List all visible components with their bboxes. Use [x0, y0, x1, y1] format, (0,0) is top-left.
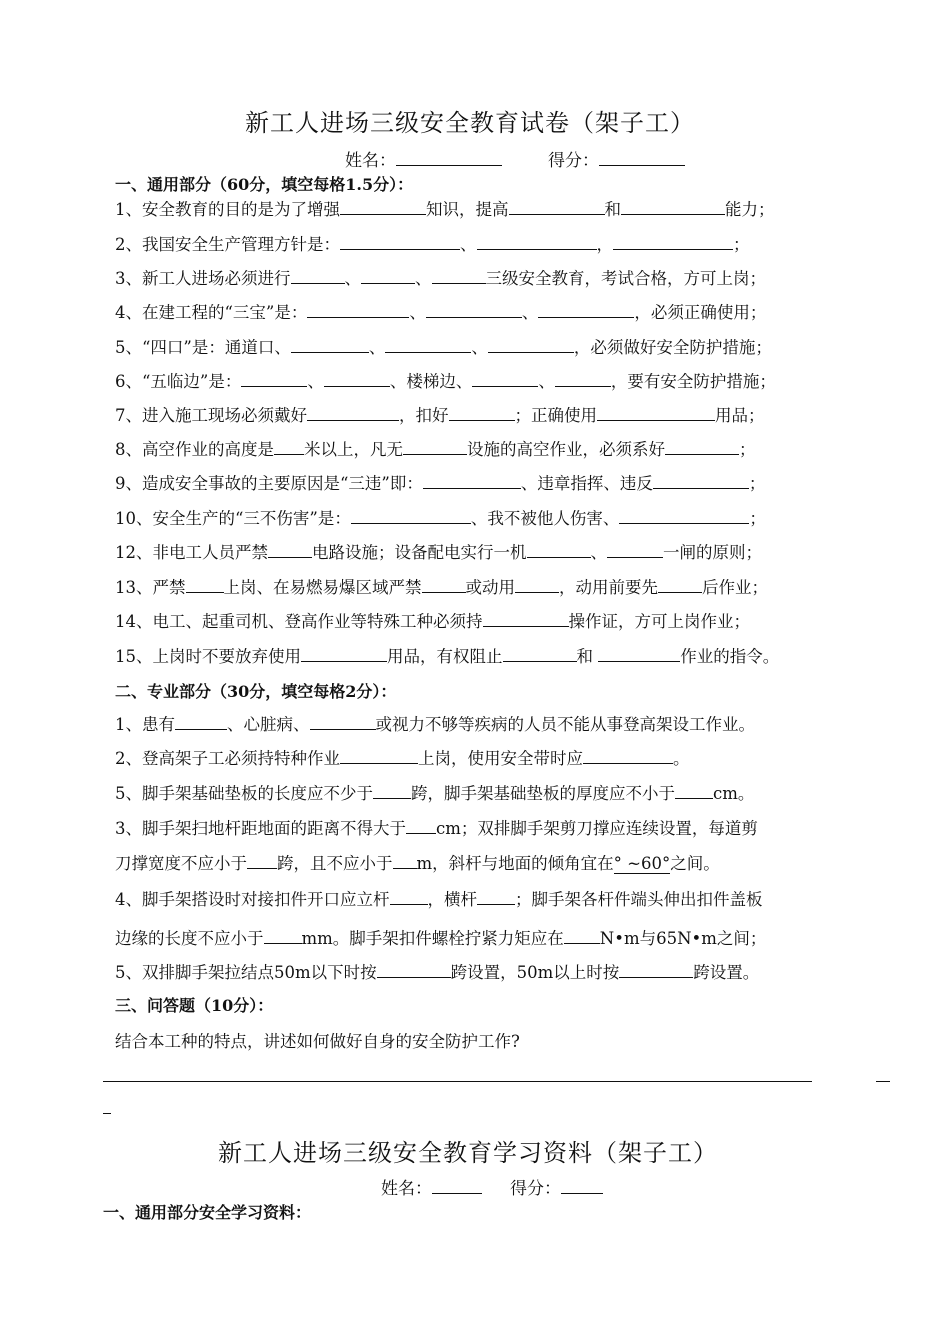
q-text: 、	[471, 338, 488, 357]
q-text: 或视力不够等疾病的人员不能从事登高架设工作业。	[375, 715, 755, 734]
q-text: 7、进入施工现场必须戴好	[115, 406, 307, 425]
exam-title: 新工人进场三级安全教育试卷（架子工）	[245, 109, 695, 137]
question-7	[115, 402, 765, 426]
q-text: 4、脚手架搭设时对接扣件开口应立杆	[115, 890, 390, 909]
exam-name-field	[345, 146, 502, 171]
q-text: 1、安全教育的目的是为了增强	[115, 200, 340, 219]
q-text: N•m与65N•m之间；	[599, 929, 767, 948]
q-text: 、	[590, 543, 607, 562]
q-text: 、	[409, 303, 426, 322]
q-text: ，要有安全防护措施；	[610, 372, 776, 391]
blank[interactable]	[515, 578, 559, 593]
q-text: 5、脚手架基础垫板的长度应不少于	[115, 784, 373, 803]
blank[interactable]	[361, 269, 415, 284]
q-text: 3、脚手架扫地杆距地面的距离不得大于	[115, 819, 406, 838]
q-text: 操作证，方可上岗作业；	[568, 612, 750, 631]
q-text: 知识，提高	[426, 200, 509, 219]
q-text: 、	[415, 269, 432, 288]
answer-line-tail	[876, 1081, 890, 1082]
q-text: 三级安全教育，考试合格，方可上岗；	[485, 269, 766, 288]
question-3	[115, 265, 766, 289]
blank[interactable]	[509, 200, 605, 215]
blank[interactable]	[291, 338, 369, 353]
blank[interactable]	[449, 406, 515, 421]
blank[interactable]	[598, 647, 680, 662]
q-text: 能力；	[725, 200, 775, 219]
angle-blank[interactable]: ° ~60°	[613, 854, 671, 873]
study-title: 新工人进场三级安全教育学习资料（架子工）	[218, 1139, 718, 1167]
blank[interactable]	[675, 784, 713, 799]
blank[interactable]	[477, 890, 515, 905]
q-text: 跨，且不应小于	[277, 854, 393, 873]
q-text: 和	[604, 200, 621, 219]
q-text: ；脚手架各杆件端头伸出扣件盖板	[515, 890, 763, 909]
score-label: 得分：	[548, 151, 599, 171]
q-text: 、	[368, 338, 386, 357]
section-general-heading: 一、通用部分（60分，填空每格1.5分）：	[115, 175, 414, 194]
question-15	[115, 643, 779, 667]
blank[interactable]	[373, 784, 411, 799]
q-text: 12、非电工人员严禁	[115, 543, 268, 562]
blank[interactable]	[241, 372, 307, 387]
blank[interactable]	[340, 235, 460, 250]
q-text: ；	[749, 509, 766, 528]
blank[interactable]	[555, 372, 611, 387]
q-text: m，斜杆与地面的倾角宜在	[416, 854, 614, 873]
q-text: 、	[460, 235, 477, 254]
pro-question-2	[115, 745, 690, 769]
blank[interactable]	[264, 929, 302, 944]
q-text: 、我不被他人伤害、	[470, 509, 620, 528]
score-blank[interactable]	[599, 151, 685, 166]
blank[interactable]	[385, 338, 471, 353]
blank[interactable]	[340, 200, 426, 215]
blank[interactable]	[619, 963, 693, 978]
blank[interactable]	[483, 612, 569, 627]
blank[interactable]	[301, 647, 387, 662]
q-text: 15、上岗时不要放弃使用	[115, 647, 301, 666]
q-text: 电路设施；设备配电实行一机	[312, 543, 527, 562]
q-text: cm；双排脚手架剪刀撑应连续设置，每道剪	[436, 819, 758, 838]
pro-question-1	[115, 711, 755, 735]
blank[interactable]	[432, 269, 486, 284]
q-text: 1、患有	[115, 715, 175, 734]
q-text: 设施的高空作业，必须系好	[467, 440, 665, 459]
q-text: 、楼梯边、	[389, 372, 473, 391]
q-text: 5、双排脚手架拉结点50m以下时按	[115, 963, 377, 982]
q-text: ；正确使用	[514, 406, 597, 425]
pro-question-5a	[115, 780, 754, 804]
q-text: 用品，有权阻止	[387, 647, 503, 666]
blank[interactable]	[393, 854, 417, 869]
q-text: 一闸的原则；	[663, 543, 762, 562]
score-blank[interactable]	[561, 1179, 603, 1194]
question-8	[115, 436, 756, 460]
blank[interactable]	[406, 819, 436, 834]
study-score-field	[510, 1174, 603, 1199]
blank[interactable]	[175, 715, 227, 730]
q-text: ，必须做好安全防护措施；	[573, 338, 772, 357]
blank[interactable]	[472, 372, 538, 387]
q-text: 米以上，凡无	[304, 440, 403, 459]
name-label: 姓名：	[381, 1179, 432, 1199]
blank[interactable]	[488, 338, 574, 353]
question-9	[115, 470, 765, 494]
section-professional-heading: 二、专业部分（30分，填空每格2分）：	[115, 682, 397, 701]
q-text: ，	[596, 235, 613, 254]
question-12	[115, 539, 762, 563]
q-text: 用品；	[715, 406, 765, 425]
q-text: 13、严禁	[115, 578, 186, 597]
blank[interactable]	[390, 890, 428, 905]
blank[interactable]	[340, 749, 418, 764]
name-label: 姓名：	[345, 151, 396, 171]
q-text: mm。脚手架扣件螺栓拧紧力矩应在	[301, 929, 564, 948]
q-text: 上岗，使用安全带时应	[418, 749, 583, 768]
blank[interactable]	[377, 963, 451, 978]
blank[interactable]	[538, 303, 634, 318]
blank[interactable]	[403, 440, 467, 455]
pro-question-3-line2	[115, 850, 720, 874]
blank[interactable]	[307, 406, 399, 421]
q-text: 之间。	[670, 854, 720, 873]
q-text: 4、在建工程的“三宝”是：	[115, 303, 308, 322]
blank[interactable]	[247, 854, 277, 869]
q-text: 和	[576, 647, 593, 666]
essay-question: 结合本工种的特点，讲述如何做好自身的安全防护工作?	[115, 1032, 520, 1051]
q-text: ；	[748, 474, 766, 493]
q-text: ，动用前要先	[559, 578, 658, 597]
blank[interactable]	[307, 303, 409, 318]
q-text: 上岗、在易燃易爆区域严禁	[223, 578, 422, 597]
question-14	[115, 608, 750, 632]
blank[interactable]	[619, 509, 749, 524]
blank[interactable]	[274, 440, 304, 455]
pro-question-4-line2	[115, 925, 766, 949]
q-text: 跨，脚手架基础垫板的厚度应不小于	[411, 784, 675, 803]
blank[interactable]	[351, 509, 471, 524]
blank[interactable]	[597, 406, 715, 421]
blank[interactable]	[503, 647, 577, 662]
question-13	[115, 574, 768, 598]
q-text: ，扣好	[399, 406, 449, 425]
blank[interactable]	[658, 578, 702, 593]
blank[interactable]	[607, 543, 663, 558]
blank[interactable]	[583, 749, 673, 764]
blank[interactable]	[653, 474, 749, 489]
blank[interactable]	[527, 543, 591, 558]
blank[interactable]	[423, 474, 521, 489]
q-text: 10、安全生产的“三不伤害”是：	[115, 509, 351, 528]
question-6	[115, 368, 776, 392]
answer-line-tail-2	[103, 1113, 111, 1114]
exam-score-field	[548, 146, 685, 171]
q-text: ；	[739, 440, 756, 459]
blank[interactable]	[291, 269, 345, 284]
answer-line[interactable]	[103, 1081, 812, 1082]
q-text: 或动用	[465, 578, 515, 597]
q-text: ，横杆	[427, 890, 477, 909]
q-text: 、	[344, 269, 361, 288]
q-text: 2、登高架子工必须持特种作业	[115, 749, 340, 768]
name-blank[interactable]	[396, 151, 502, 166]
q-text: 3、新工人进场必须进行	[115, 269, 291, 288]
q-text: ，必须正确使用；	[634, 303, 767, 322]
q-text: 、违章指挥、违反	[520, 474, 653, 493]
q-text: 8、高空作业的高度是	[115, 440, 274, 459]
q-text: 、心脏病、	[227, 715, 310, 734]
question-2	[115, 231, 750, 255]
q-text: 、	[521, 303, 539, 322]
score-label: 得分：	[510, 1179, 561, 1199]
blank[interactable]	[324, 372, 390, 387]
blank[interactable]	[477, 235, 597, 250]
q-text: cm。	[713, 784, 755, 803]
q-text: 作业的指令。	[680, 647, 780, 666]
question-10	[115, 505, 766, 529]
pro-question-5b	[115, 959, 759, 983]
section-essay-heading: 三、问答题（10分）：	[115, 996, 274, 1015]
q-text: ；	[733, 235, 750, 254]
blank[interactable]	[613, 235, 733, 250]
blank[interactable]	[665, 440, 739, 455]
blank[interactable]	[310, 715, 376, 730]
question-1	[115, 196, 775, 220]
pro-question-3-line1	[115, 815, 758, 839]
q-text: 9、造成安全事故的主要原因是“三违”即：	[115, 474, 423, 493]
q-text: 6、“五临边”是：	[115, 372, 242, 391]
blank[interactable]	[268, 543, 312, 558]
study-section-heading: 一、通用部分安全学习资料：	[103, 1203, 312, 1222]
question-4	[115, 299, 766, 323]
name-blank[interactable]	[432, 1179, 482, 1194]
q-text: 刀撑宽度不应小于	[115, 854, 247, 873]
q-text: 跨设置，50m以上时按	[450, 963, 620, 982]
q-text: 、	[538, 372, 555, 391]
q-text: 、	[307, 372, 324, 391]
blank[interactable]	[621, 200, 725, 215]
q-text: 5、“四口”是：通道口、	[115, 338, 291, 357]
q-text: 跨设置。	[693, 963, 760, 982]
q-text: 14、电工、起重司机、登高作业等特殊工种必须持	[115, 612, 483, 631]
blank[interactable]	[186, 578, 224, 593]
question-5	[115, 334, 772, 358]
study-name-field	[381, 1174, 482, 1199]
blank[interactable]	[426, 303, 522, 318]
q-text: 边缘的长度不应小于	[115, 929, 264, 948]
q-text: 后作业；	[702, 578, 768, 597]
pro-question-4-line1	[115, 886, 763, 910]
q-text: 。	[673, 749, 690, 768]
q-text: 2、我国安全生产管理方针是：	[115, 235, 340, 254]
blank[interactable]	[564, 929, 600, 944]
blank[interactable]	[422, 578, 466, 593]
